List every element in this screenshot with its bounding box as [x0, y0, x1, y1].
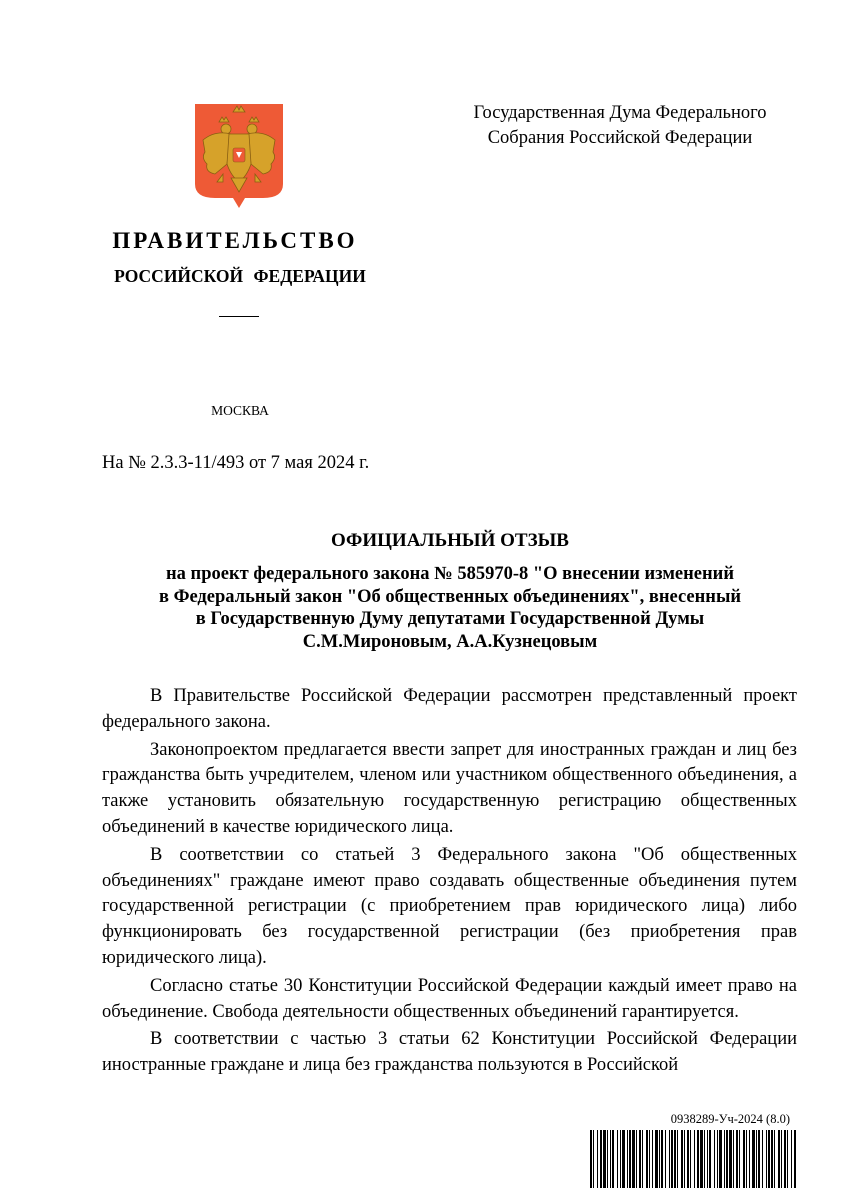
- document-number: 0938289-Уч-2024 (8.0): [670, 1112, 790, 1126]
- barcode-bar: [642, 1130, 643, 1188]
- barcode-bar: [655, 1130, 658, 1188]
- paragraph: В Правительстве Российской Федерации рассмотрен представленный проект федерального закона.: [102, 686, 797, 732]
- barcode-bar: [620, 1130, 621, 1188]
- government-title: ПРАВИТЕЛЬСТВО: [112, 228, 358, 253]
- barcode-bar: [719, 1130, 722, 1188]
- barcode-bar: [739, 1130, 740, 1188]
- barcode-bar: [766, 1130, 767, 1188]
- barcode-bar: [661, 1130, 663, 1188]
- barcode-bar: [597, 1130, 598, 1188]
- barcode-bar: [629, 1130, 631, 1188]
- barcode-bar: [707, 1130, 708, 1188]
- barcode-bar: [684, 1130, 685, 1188]
- subtitle-line: в Федеральный закон "Об общественных объединениях", внесенный: [158, 586, 742, 607]
- barcode-bar: [714, 1130, 715, 1188]
- barcode-bar: [665, 1130, 666, 1188]
- barcode-bar: [649, 1130, 650, 1188]
- subtitle-line: в Государственную Думу депутатами Государственной Думы: [195, 609, 705, 629]
- barcode-bar: [726, 1130, 728, 1188]
- barcode-icon: [590, 1130, 797, 1188]
- barcode-bar: [774, 1130, 775, 1188]
- barcode-bar: [768, 1130, 770, 1188]
- document-subtitle: [100, 563, 800, 653]
- barcode-bar: [784, 1130, 786, 1188]
- addressee: [430, 101, 810, 151]
- barcode-bar: [600, 1130, 602, 1188]
- barcode-bar: [610, 1130, 611, 1188]
- barcode-bar: [746, 1130, 747, 1188]
- divider: [219, 316, 259, 317]
- barcode-bar: [632, 1130, 635, 1188]
- barcode-bar: [603, 1130, 606, 1188]
- barcode-bar: [756, 1130, 757, 1188]
- barcode-bar: [590, 1130, 592, 1188]
- barcode-bar: [729, 1130, 732, 1188]
- barcode-bar: [736, 1130, 738, 1188]
- barcode-bar: [794, 1130, 796, 1188]
- barcode-bar: [659, 1130, 660, 1188]
- subtitle-line: на проект федерального закона № 585970-8 "О внесении изменений: [166, 564, 734, 584]
- barcode-bar: [646, 1130, 648, 1188]
- barcode-bar: [697, 1130, 699, 1188]
- barcode-bar: [709, 1130, 711, 1188]
- barcode-bar: [781, 1130, 782, 1188]
- document-title: ОФИЦИАЛЬНЫЙ ОТЗЫВ: [331, 530, 569, 551]
- addressee-line: Государственная Дума Федерального: [473, 103, 767, 123]
- barcode-bar: [617, 1130, 618, 1188]
- barcode-bar: [704, 1130, 705, 1188]
- barcode-bar: [724, 1130, 725, 1188]
- city: МОСКВА: [211, 403, 269, 418]
- barcode-bar: [717, 1130, 718, 1188]
- barcode-bar: [612, 1130, 614, 1188]
- barcode-bar: [700, 1130, 703, 1188]
- barcode-bar: [690, 1130, 691, 1188]
- barcode-bar: [787, 1130, 788, 1188]
- barcode-bar: [674, 1130, 676, 1188]
- barcode-bar: [622, 1130, 625, 1188]
- barcode-bar: [593, 1130, 594, 1188]
- document-body: [102, 684, 797, 1079]
- barcode-bar: [671, 1130, 673, 1188]
- paragraph: В соответствии с частью 3 статьи 62 Конституции Российской Федерации иностранные граждане и лица без гражданства пользуются в Российской: [102, 1029, 797, 1076]
- barcode-bar: [743, 1130, 745, 1188]
- barcode-bar: [636, 1130, 637, 1188]
- paragraph: В соответствии со статьей 3 Федерального закона "Об общественных объединениях" граждане имеют право создавать общественные объединения путем государственной регистрации (с приобретением прав юридического лица) либо функционировать без государственной регистрации (без приобретения прав юридического лица).: [102, 844, 797, 968]
- reference-number: На № 2.3.3-11/493 от 7 мая 2024 г.: [102, 453, 370, 473]
- barcode-bar: [758, 1130, 760, 1188]
- paragraph: Согласно статье 30 Конституции Российской Федерации каждый имеет право на объединение. Свобода деятельности общественных объединений гарантируется.: [102, 975, 797, 1022]
- barcode-bar: [687, 1130, 689, 1188]
- government-subtitle: РОССИЙСКОЙ ФЕДЕРАЦИИ: [114, 266, 366, 286]
- barcode-bar: [733, 1130, 734, 1188]
- barcode-bar: [791, 1130, 792, 1188]
- paragraph: Законопроектом предлагается ввести запрет для иностранных граждан и лиц без гражданства быть учредителем, членом или участником общественного объединения, а также установить обязательную государственную регистрацию общественных объединений в качестве юридического лица.: [102, 739, 797, 837]
- barcode-bar: [652, 1130, 653, 1188]
- barcode-bar: [771, 1130, 773, 1188]
- barcode-bar: [778, 1130, 780, 1188]
- barcode-bar: [639, 1130, 641, 1188]
- subtitle-line: С.М.Мироновым, А.А.Кузнецовым: [302, 631, 598, 652]
- barcode-bar: [669, 1130, 670, 1188]
- barcode-bar: [749, 1130, 750, 1188]
- barcode-bar: [681, 1130, 683, 1188]
- russian-coat-of-arms-icon: [193, 102, 285, 210]
- barcode-bar: [762, 1130, 763, 1188]
- barcode-bar: [677, 1130, 678, 1188]
- barcode-bar: [607, 1130, 608, 1188]
- addressee-line: Собрания Российской Федерации: [487, 128, 753, 148]
- barcode-bar: [752, 1130, 755, 1188]
- barcode-bar: [694, 1130, 695, 1188]
- barcode-bar: [627, 1130, 628, 1188]
